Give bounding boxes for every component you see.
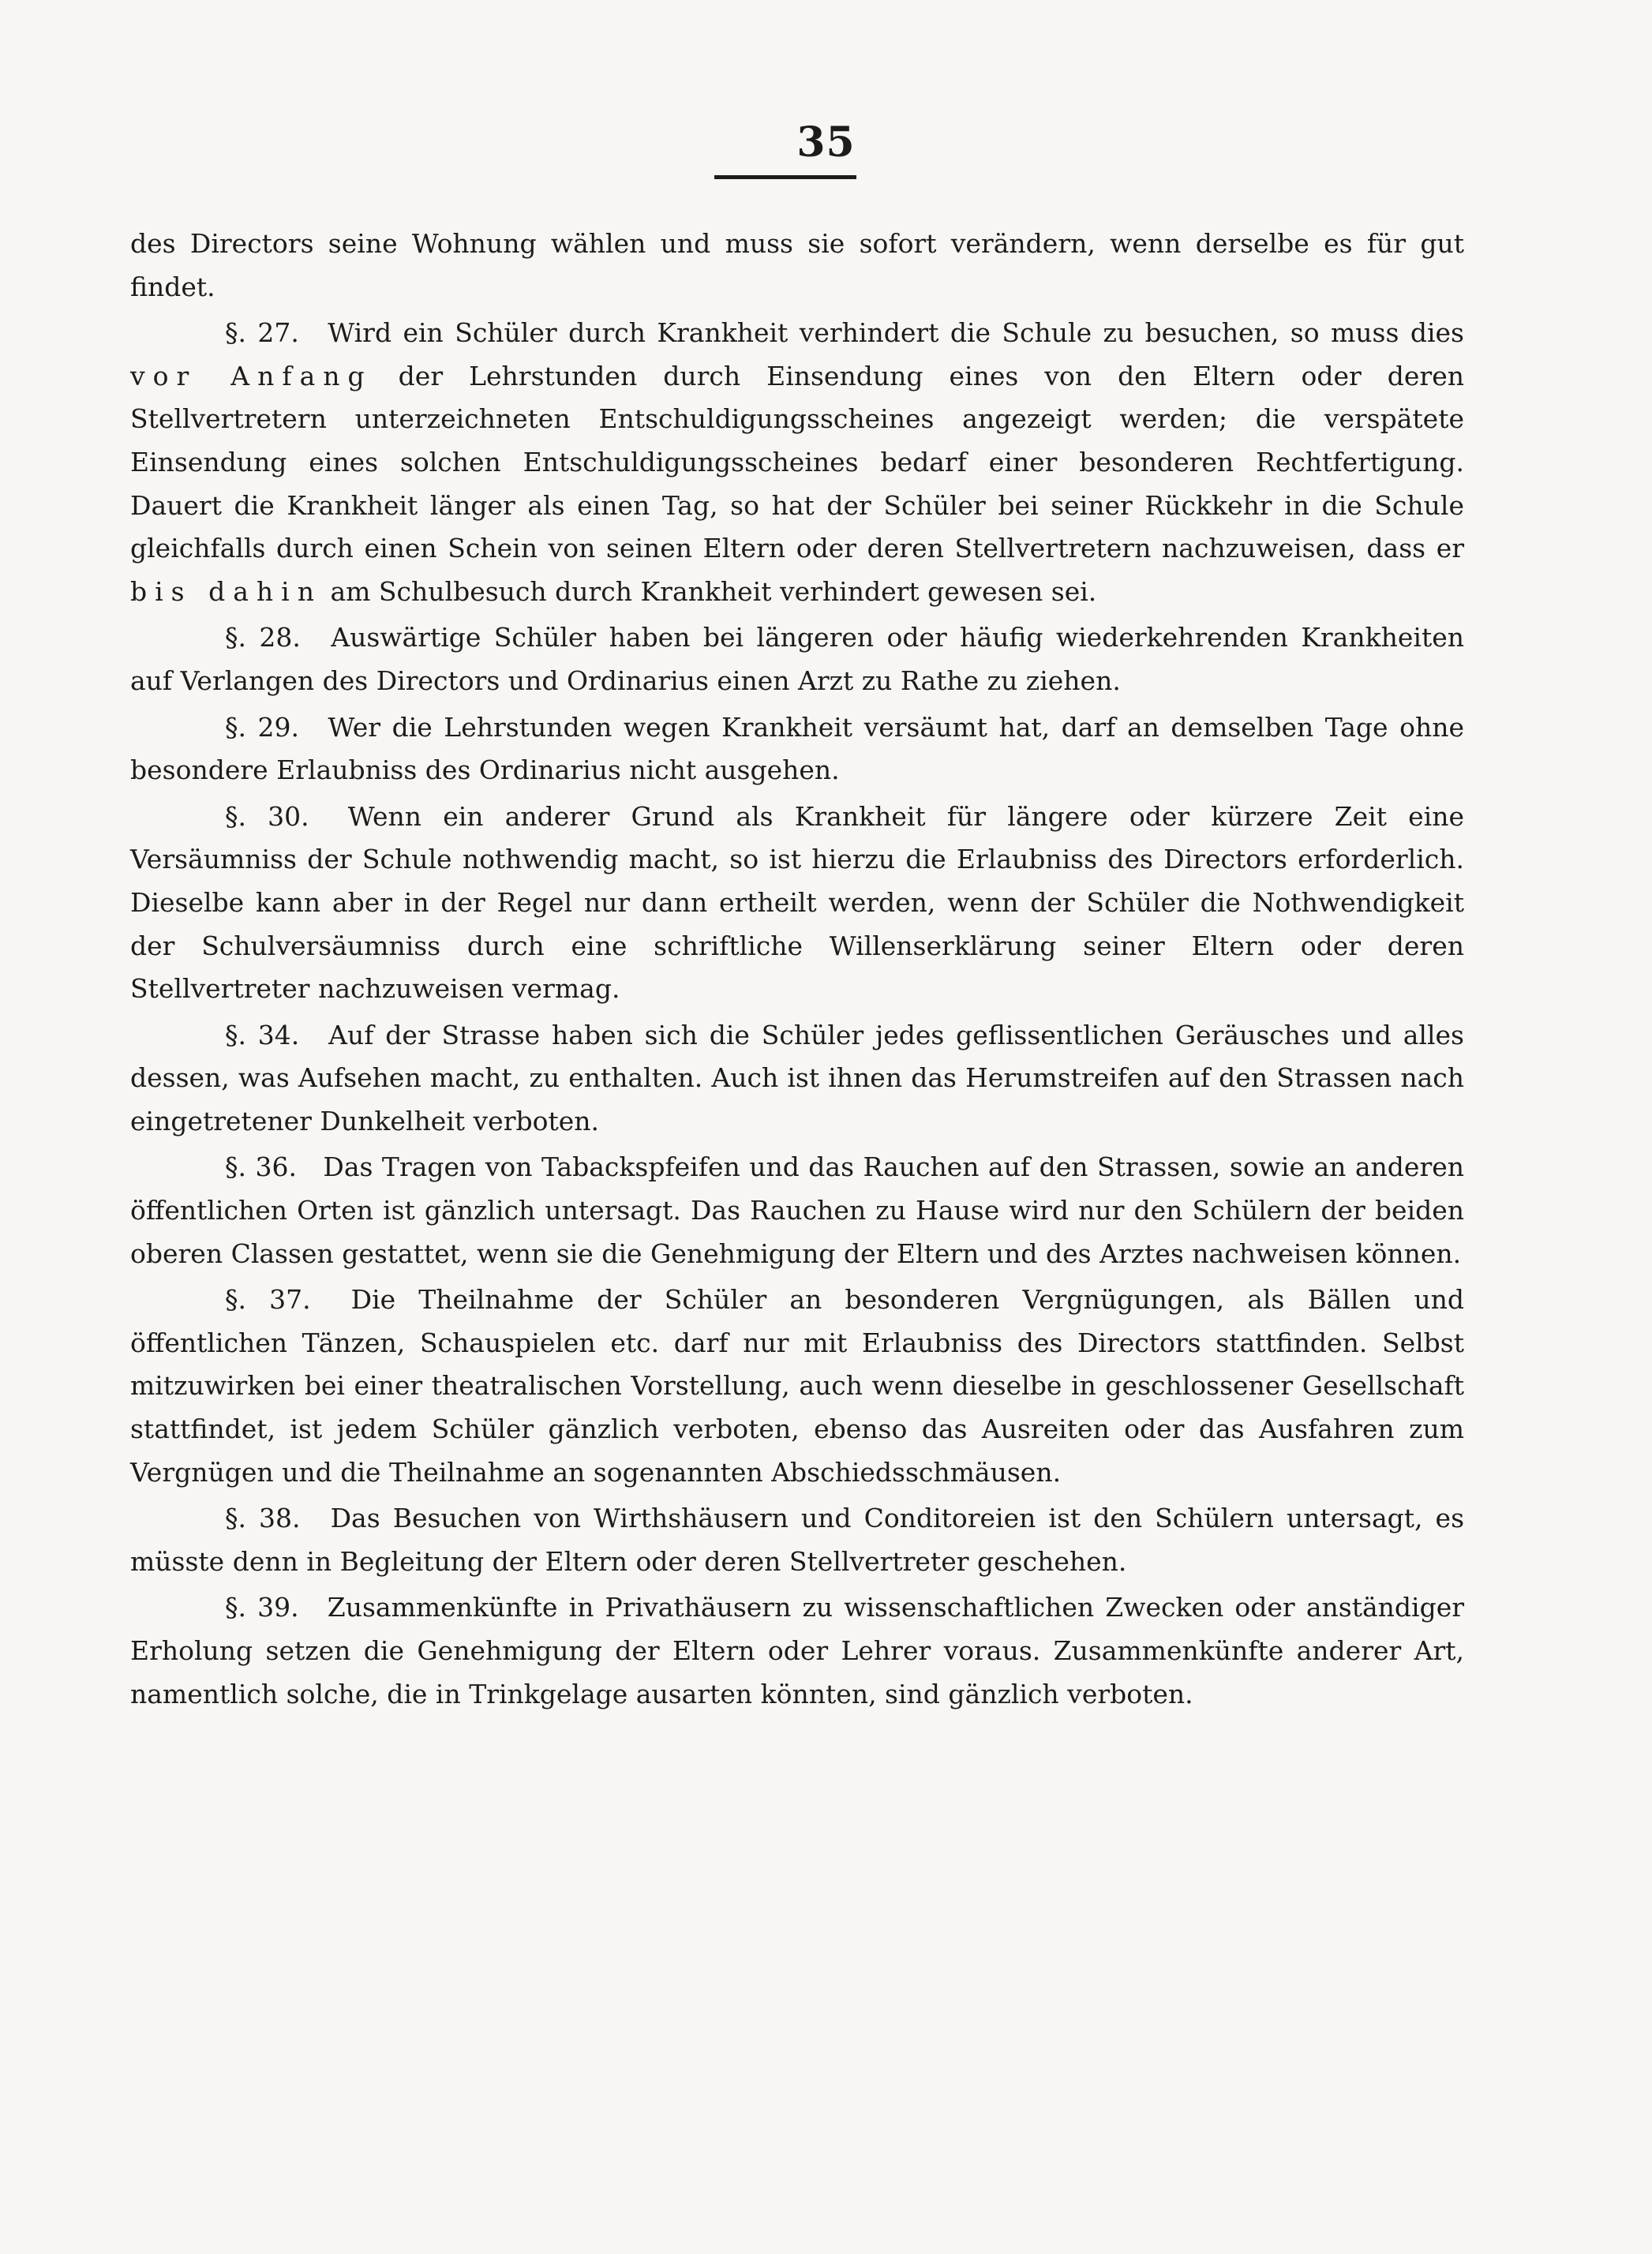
- paragraph-text-part: der Lehrstunden durch Einsendung eines von den Eltern oder deren Stellvertretern unterzeichneten Entschuldigungsscheines angezeigt werden; die verspätete Einsendung eines solchen Entschuldigungsscheines bedarf einer besonderen Rechtfertigung. Dauert die Krankheit länger als einen Tag, so hat der Schüler bei seiner Rückkehr in die Schule gleichfalls durch einen Schein von seinen Eltern oder deren Stellvertretern nachzuweisen, dass er: [130, 360, 1464, 564]
- paragraph-text: Zusammenkünfte in Privathäusern zu wissenschaftlichen Zwecken oder anständiger Erholung setzen die Genehmigung der Eltern oder Lehrer voraus. Zusammenkünfte anderer Art, namentlich solche, die in Trinkgelage ausarten könnten, sind gänzlich verboten.: [130, 1592, 1465, 1709]
- paragraph-text: Die Theilnahme der Schüler an besonderen Vergnügungen, als Bällen und öffentlichen Tänzen, Schauspielen etc. darf nur mit Erlaubniss des Directors stattfinden. Selbst mitzuwirken bei einer theatralischen Vorstellung, auch wenn dieselbe in geschlossener Gesellschaft stattfindet, ist jedem Schüler gänzlich verboten, ebenso das Ausreiten oder das Ausfahren zum Vergnügen und die Theilnahme an sogenannten Abschiedsschmäusen.: [130, 1284, 1464, 1488]
- paragraph-38: [130, 1497, 1464, 1583]
- page-number-rule: [714, 175, 856, 179]
- paragraph-36: [130, 1146, 1464, 1275]
- emphasized-text: bis dahin: [130, 575, 322, 607]
- paragraph-number: §. 30.: [225, 800, 309, 832]
- continued-paragraph: des Directors seine Wohnung wählen und muss sie sofort verändern, wenn derselbe es für gut findet.: [130, 228, 1464, 302]
- paragraph-number: §. 38.: [225, 1503, 301, 1534]
- paragraph-number: §. 27.: [225, 317, 299, 349]
- paragraph-29: [130, 706, 1464, 792]
- paragraph-28: [130, 616, 1464, 702]
- paragraph-37: [130, 1279, 1464, 1494]
- paragraph-number: §. 29.: [225, 711, 299, 743]
- paragraph-text-part: am Schulbesuch durch Krankheit verhindert gewesen sei.: [330, 575, 1097, 607]
- paragraph-number: §. 28.: [225, 622, 301, 653]
- paragraph-text: Wer die Lehrstunden wegen Krankheit versäumt hat, darf an demselben Tage ohne besondere Erlaubniss des Ordinarius nicht ausgehen.: [130, 711, 1465, 786]
- paragraph-number: §. 36.: [225, 1151, 297, 1183]
- paragraph-34: [130, 1014, 1464, 1144]
- paragraph-39: [130, 1586, 1464, 1716]
- paragraph-text: Wenn ein anderer Grund als Krankheit für längere oder kürzere Zeit eine Versäumniss der Schule nothwendig macht, so ist hierzu die Erlaubniss des Directors erforderlich. Dieselbe kann aber in der Regel nur dann ertheilt werden, wenn der Schüler die Nothwendigkeit der Schulversäumniss durch eine schriftliche Willenserklärung seiner Eltern oder deren Stellvertreter nachzuweisen vermag.: [130, 800, 1464, 1005]
- paragraph-number: §. 34.: [225, 1019, 300, 1050]
- paragraph-text: Das Tragen von Tabackspfeifen und das Rauchen auf den Strassen, sowie an anderen öffentlichen Orten ist gänzlich untersagt. Das Rauchen zu Hause wird nur den Schülern der beiden oberen Classen gestattet, wenn sie die Genehmigung der Eltern und des Arztes nachweisen können.: [130, 1151, 1464, 1269]
- emphasized-text: vor Anfang: [130, 360, 373, 391]
- paragraph-27: [130, 312, 1464, 613]
- paragraph-number: §. 37.: [225, 1284, 311, 1316]
- paragraph-text: Auf der Strasse haben sich die Schüler jedes geflissentlichen Geräusches und alles dessen, was Aufsehen macht, zu enthalten. Auch ist ihnen das Herumstreifen auf den Strassen nach eingetretener Dunkelheit verboten.: [130, 1019, 1464, 1136]
- paragraph-text: Das Besuchen von Wirthshäusern und Conditoreien ist den Schülern untersagt, es müsste denn in Begleitung der Eltern oder deren Stellvertreter geschehen.: [130, 1503, 1465, 1577]
- page-number: 35: [796, 118, 856, 167]
- paragraph-number: §. 39.: [225, 1592, 299, 1623]
- paragraph-text-part: Wird ein Schüler durch Krankheit verhindert die Schule zu besuchen, so muss dies: [328, 317, 1464, 349]
- paragraph-30: [130, 796, 1464, 1011]
- paragraph-text: Auswärtige Schüler haben bei längeren oder häufig wiederkehrenden Krankheiten auf Verlangen des Directors und Ordinarius einen Arzt zu Rathe zu ziehen.: [130, 622, 1464, 696]
- body-text: [130, 223, 1464, 1719]
